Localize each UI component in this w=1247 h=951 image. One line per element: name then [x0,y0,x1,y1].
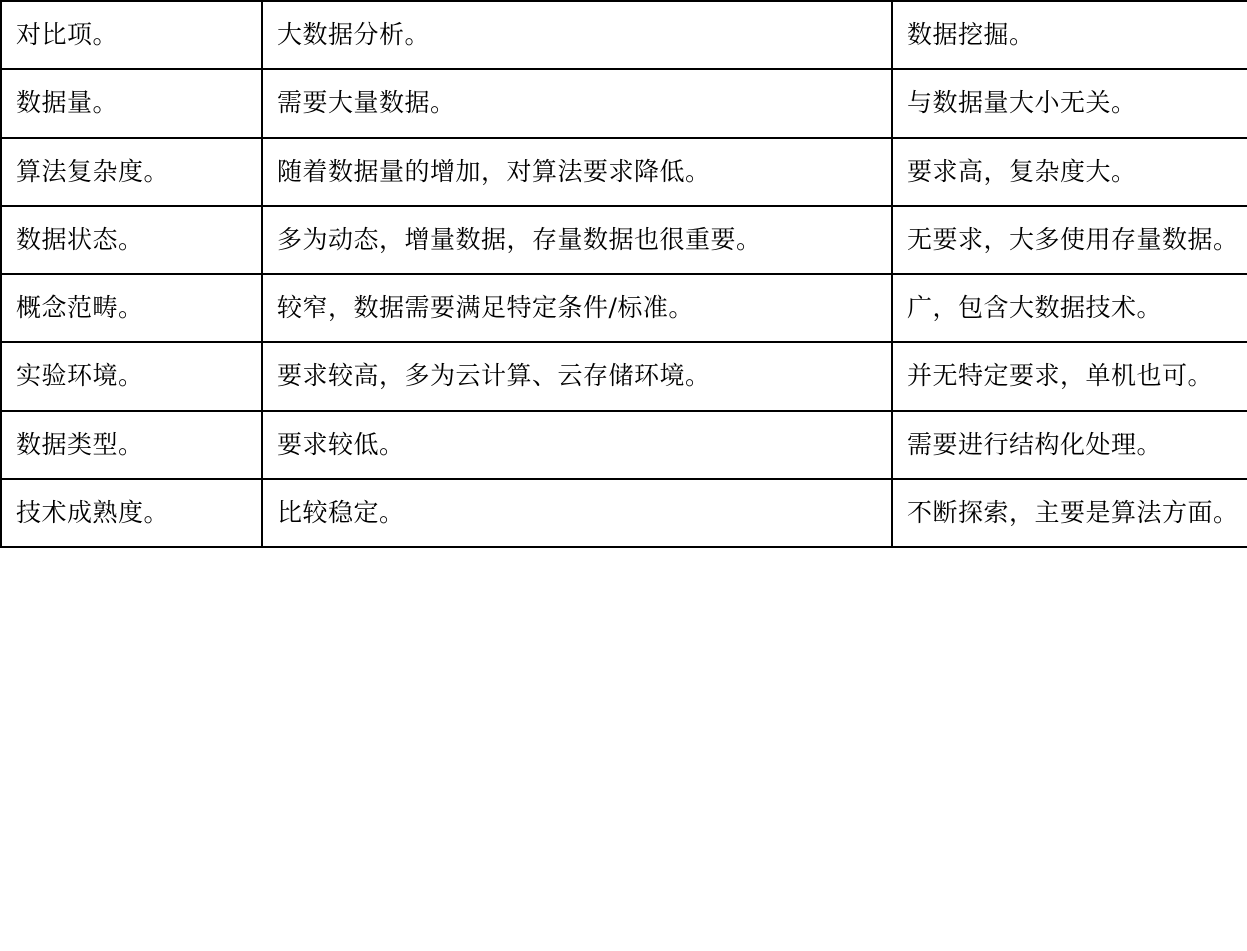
row-data-mining-cell: 无要求，大多使用存量数据。 [892,206,1247,274]
table-body [1,1,1247,547]
table-row [1,69,1247,137]
row-item-cell: 算法复杂度。 [1,138,262,206]
row-item-cell: 技术成熟度。 [1,479,262,547]
table-row [1,206,1247,274]
table-row [1,138,1247,206]
header-label-item: 对比项。 [16,20,119,49]
row-data-mining-cell: 与数据量大小无关。 [892,69,1247,137]
row-data-mining-cell: 并无特定要求，单机也可。 [892,342,1247,410]
row-item-cell: 实验环境。 [1,342,262,410]
header-label-big-data-analysis: 大数据分析。 [277,20,431,49]
row-item-cell: 数据量。 [1,69,262,137]
row-big-data-analysis-cell: 较窄，数据需要满足特定条件/标准。 [262,274,892,342]
table-header-cell-item [1,1,262,69]
row-big-data-analysis-cell: 比较稳定。 [262,479,892,547]
table-row [1,274,1247,342]
row-data-mining-cell: 不断探索，主要是算法方面。 [892,479,1247,547]
row-big-data-analysis-cell: 要求较高，多为云计算、云存储环境。 [262,342,892,410]
table-row [1,479,1247,547]
row-item-cell: 数据状态。 [1,206,262,274]
row-big-data-analysis-cell: 需要大量数据。 [262,69,892,137]
table-header-cell-data-mining [892,1,1247,69]
table-header-row [1,1,1247,69]
row-big-data-analysis-cell: 多为动态，增量数据，存量数据也很重要。 [262,206,892,274]
row-big-data-analysis-cell: 随着数据量的增加，对算法要求降低。 [262,138,892,206]
row-data-mining-cell: 要求高，复杂度大。 [892,138,1247,206]
row-big-data-analysis-cell: 要求较低。 [262,411,892,479]
row-item-cell: 概念范畴。 [1,274,262,342]
row-data-mining-cell: 需要进行结构化处理。 [892,411,1247,479]
table-row [1,342,1247,410]
row-data-mining-cell: 广，包含大数据技术。 [892,274,1247,342]
table-row [1,411,1247,479]
row-item-cell: 数据类型。 [1,411,262,479]
header-label-data-mining: 数据挖掘。 [907,20,1035,49]
table-header-cell-big-data-analysis [262,1,892,69]
